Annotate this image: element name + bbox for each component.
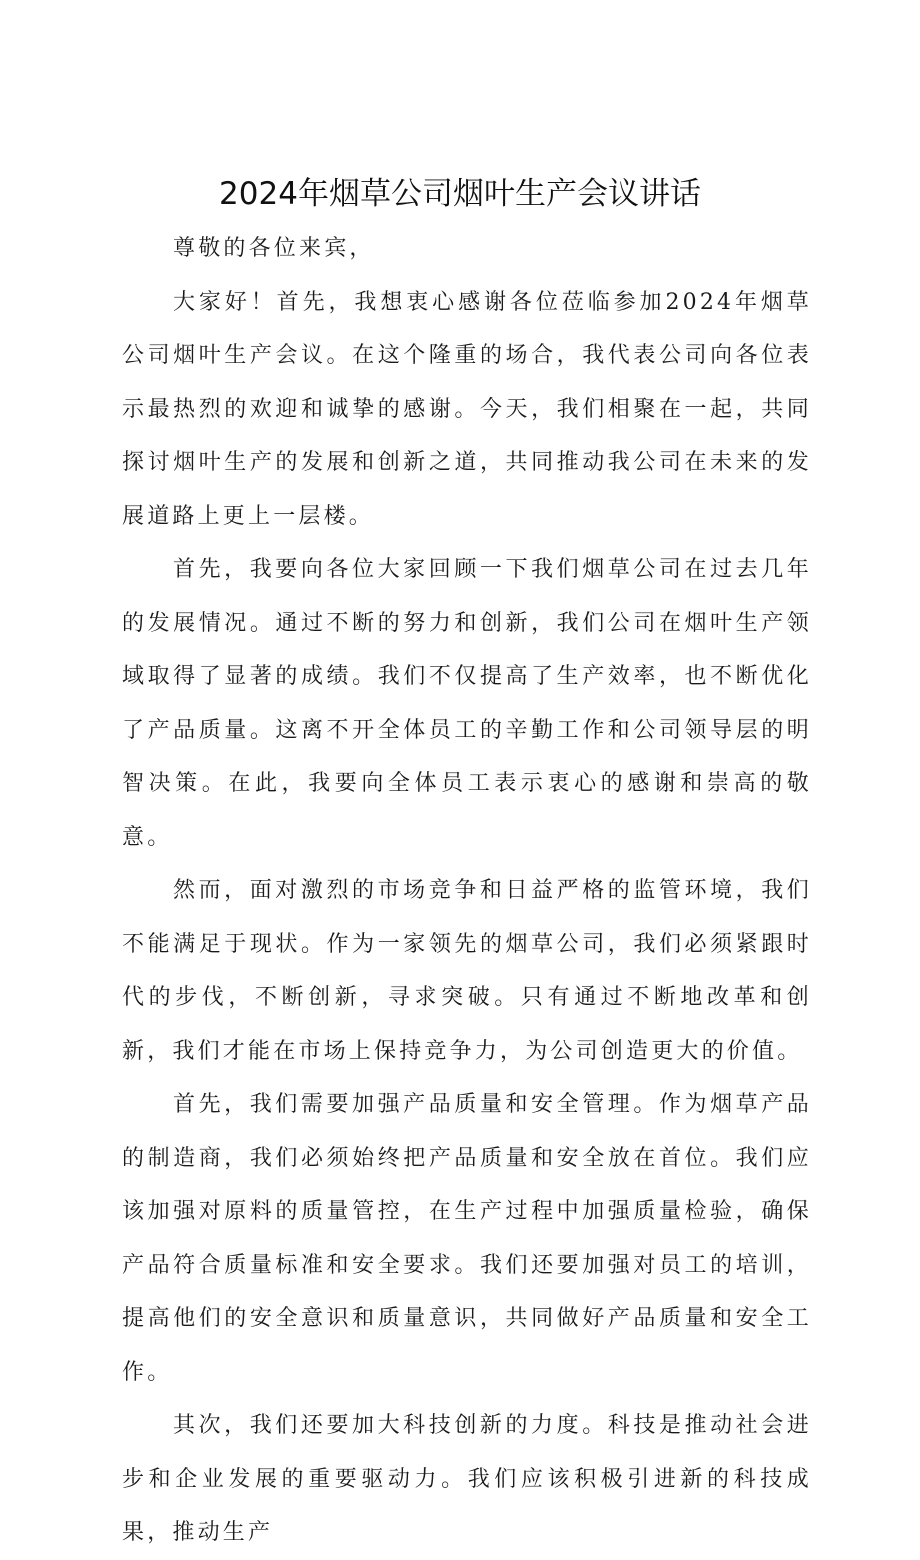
paragraph-review: 首先，我要向各位大家回顾一下我们烟草公司在过去几年的发展情况。通过不断的努力和创新，我们公司在烟叶生产领域取得了显著的成绩。我们不仅提高了生产效率，也不断优化了产品质量。这离不开全体员工的辛勤工作和公司领导层的明智决策。在此，我要向全体员工表示衷心的感谢和崇高的敬意。 <box>122 557 812 850</box>
paragraph-greeting: 大家好！首先，我想衷心感谢各位莅临参加2024年烟草公司烟叶生产会议。在这个隆重的场合，我代表公司向各位表示最热烈的欢迎和诚挚的感谢。今天，我们相聚在一起，共同探讨烟叶生产的发展和创新之道，共同推动我公司在未来的发展道路上更上一层楼。 <box>122 289 812 529</box>
document-body <box>122 222 812 1560</box>
paragraph-quality-safety: 首先，我们需要加强产品质量和安全管理。作为烟草产品的制造商，我们必须始终把产品质量和安全放在首位。我们应该加强对原料的质量管控，在生产过程中加强质量检验，确保产品符合质量标准和安全要求。我们还要加强对员工的培训，提高他们的安全意识和质量意识，共同做好产品质量和安全工作。 <box>122 1092 812 1385</box>
document-title: 2024年烟草公司烟叶生产会议讲话 <box>219 176 701 212</box>
paragraph-salutation: 尊敬的各位来宾， <box>173 236 375 261</box>
paragraph-challenges: 然而，面对激烈的市场竞争和日益严格的监管环境，我们不能满足于现状。作为一家领先的烟草公司，我们必须紧跟时代的步伐，不断创新，寻求突破。只有通过不断地改革和创新，我们才能在市场上保持竞争力，为公司创造更大的价值。 <box>122 878 812 1064</box>
paragraph-innovation: 其次，我们还要加大科技创新的力度。科技是推动社会进步和企业发展的重要驱动力。我们应该积极引进新的科技成果，推动生产 <box>122 1413 812 1545</box>
